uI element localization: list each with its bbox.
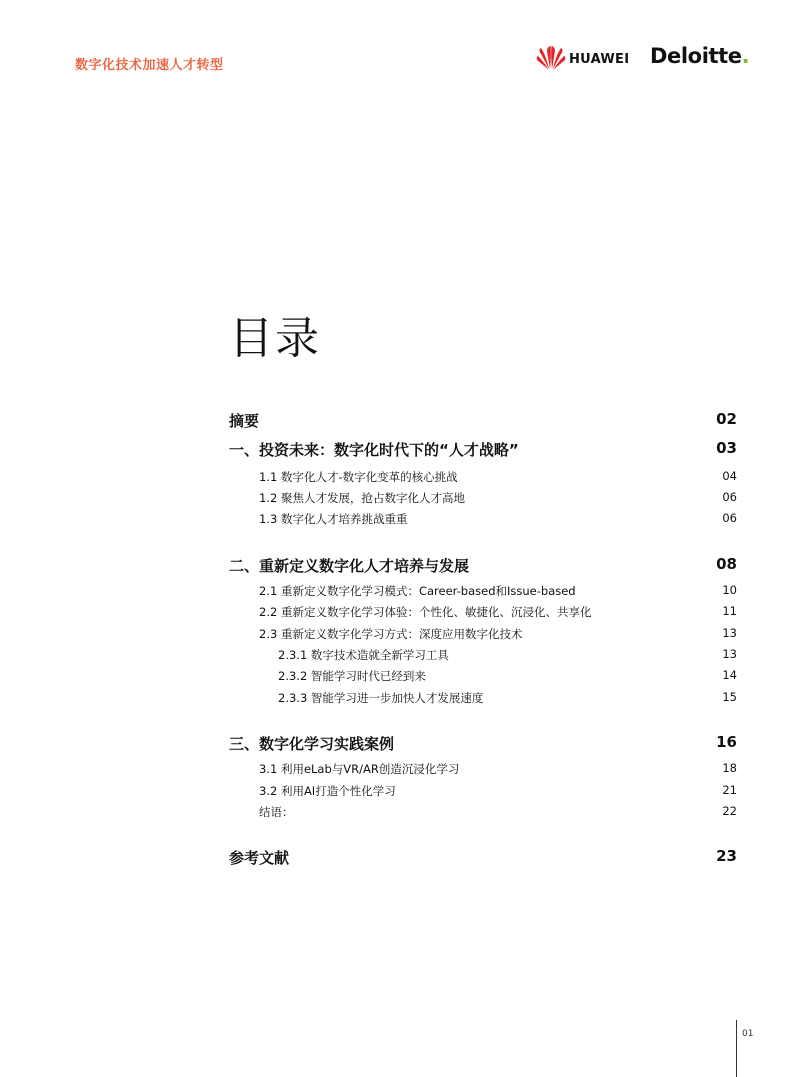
toc-entry-page: 03 — [716, 439, 737, 457]
toc-entry-label: 1.1 数字化人才-数字化变革的核心挑战 — [259, 470, 458, 484]
toc-entry-page: 13 — [722, 647, 737, 661]
toc-entry-label: 3.2 利用AI打造个性化学习 — [259, 784, 396, 798]
toc-entry-label: 2.3.3 智能学习进一步加快人才发展速度 — [278, 691, 484, 705]
toc-entry-label: 二、重新定义数字化人才培养与发展 — [229, 557, 470, 575]
toc-entry-label: 3.1 利用eLab与VR/AR创造沉浸化学习 — [259, 762, 460, 776]
deloitte-wordmark: Deloitte — [650, 44, 742, 68]
toc-entry-label: 2.3 重新定义数字化学习方式：深度应用数字化技术 — [259, 627, 523, 641]
toc-entry-label: 参考文献 — [229, 849, 290, 867]
toc-entry-page: 11 — [722, 604, 737, 618]
toc-entry-page: 14 — [722, 668, 737, 682]
toc-entry-page: 15 — [722, 690, 737, 704]
toc-entry-label: 结语： — [259, 805, 294, 819]
toc-entry-label: 2.1 重新定义数字化学习模式：Career-based和Issue-based — [259, 584, 576, 598]
toc-entry-label: 2.3.2 智能学习时代已经到来 — [278, 669, 426, 683]
huawei-wordmark: HUAWEI — [569, 52, 630, 67]
toc-entry-label: 2.3.1 数字技术造就全新学习工具 — [278, 648, 449, 662]
page-number-rule — [736, 1020, 737, 1077]
toc-entry-page: 16 — [716, 733, 737, 751]
deloitte-dot: . — [741, 44, 750, 68]
toc-entry-page: 21 — [722, 783, 737, 797]
toc-entry-label: 三、数字化学习实践案例 — [229, 735, 395, 753]
toc-entry-page: 18 — [722, 761, 737, 775]
toc-entry-page: 13 — [722, 626, 737, 640]
toc-entry-label: 1.3 数字化人才培养挑战重重 — [259, 512, 408, 526]
huawei-logo-icon — [536, 45, 566, 71]
toc-entry-label: 2.2 重新定义数字化学习体验：个性化、敏捷化、沉浸化、共享化 — [259, 605, 592, 619]
toc-entry-page: 04 — [722, 469, 737, 483]
toc-entry-label: 1.2 聚焦人才发展，抢占数字化人才高地 — [259, 491, 465, 505]
toc-entry-page: 06 — [722, 490, 737, 504]
toc-entry-label: 摘要 — [229, 412, 260, 430]
toc-entry-page: 06 — [722, 511, 737, 525]
toc-heading: 目录 — [229, 313, 321, 364]
header-title: 数字化技术加速人才转型 — [75, 58, 224, 73]
deloitte-logo — [650, 44, 749, 68]
toc-entry-page: 02 — [716, 410, 737, 428]
page-number: 01 — [742, 1029, 754, 1039]
toc-entry-page: 08 — [716, 555, 737, 573]
toc-entry-page: 10 — [722, 583, 737, 597]
toc-entry-page: 22 — [722, 804, 737, 818]
toc-entry-label: 一、投资未来：数字化时代下的“人才战略” — [229, 441, 519, 459]
toc-entry-page: 23 — [716, 847, 737, 865]
